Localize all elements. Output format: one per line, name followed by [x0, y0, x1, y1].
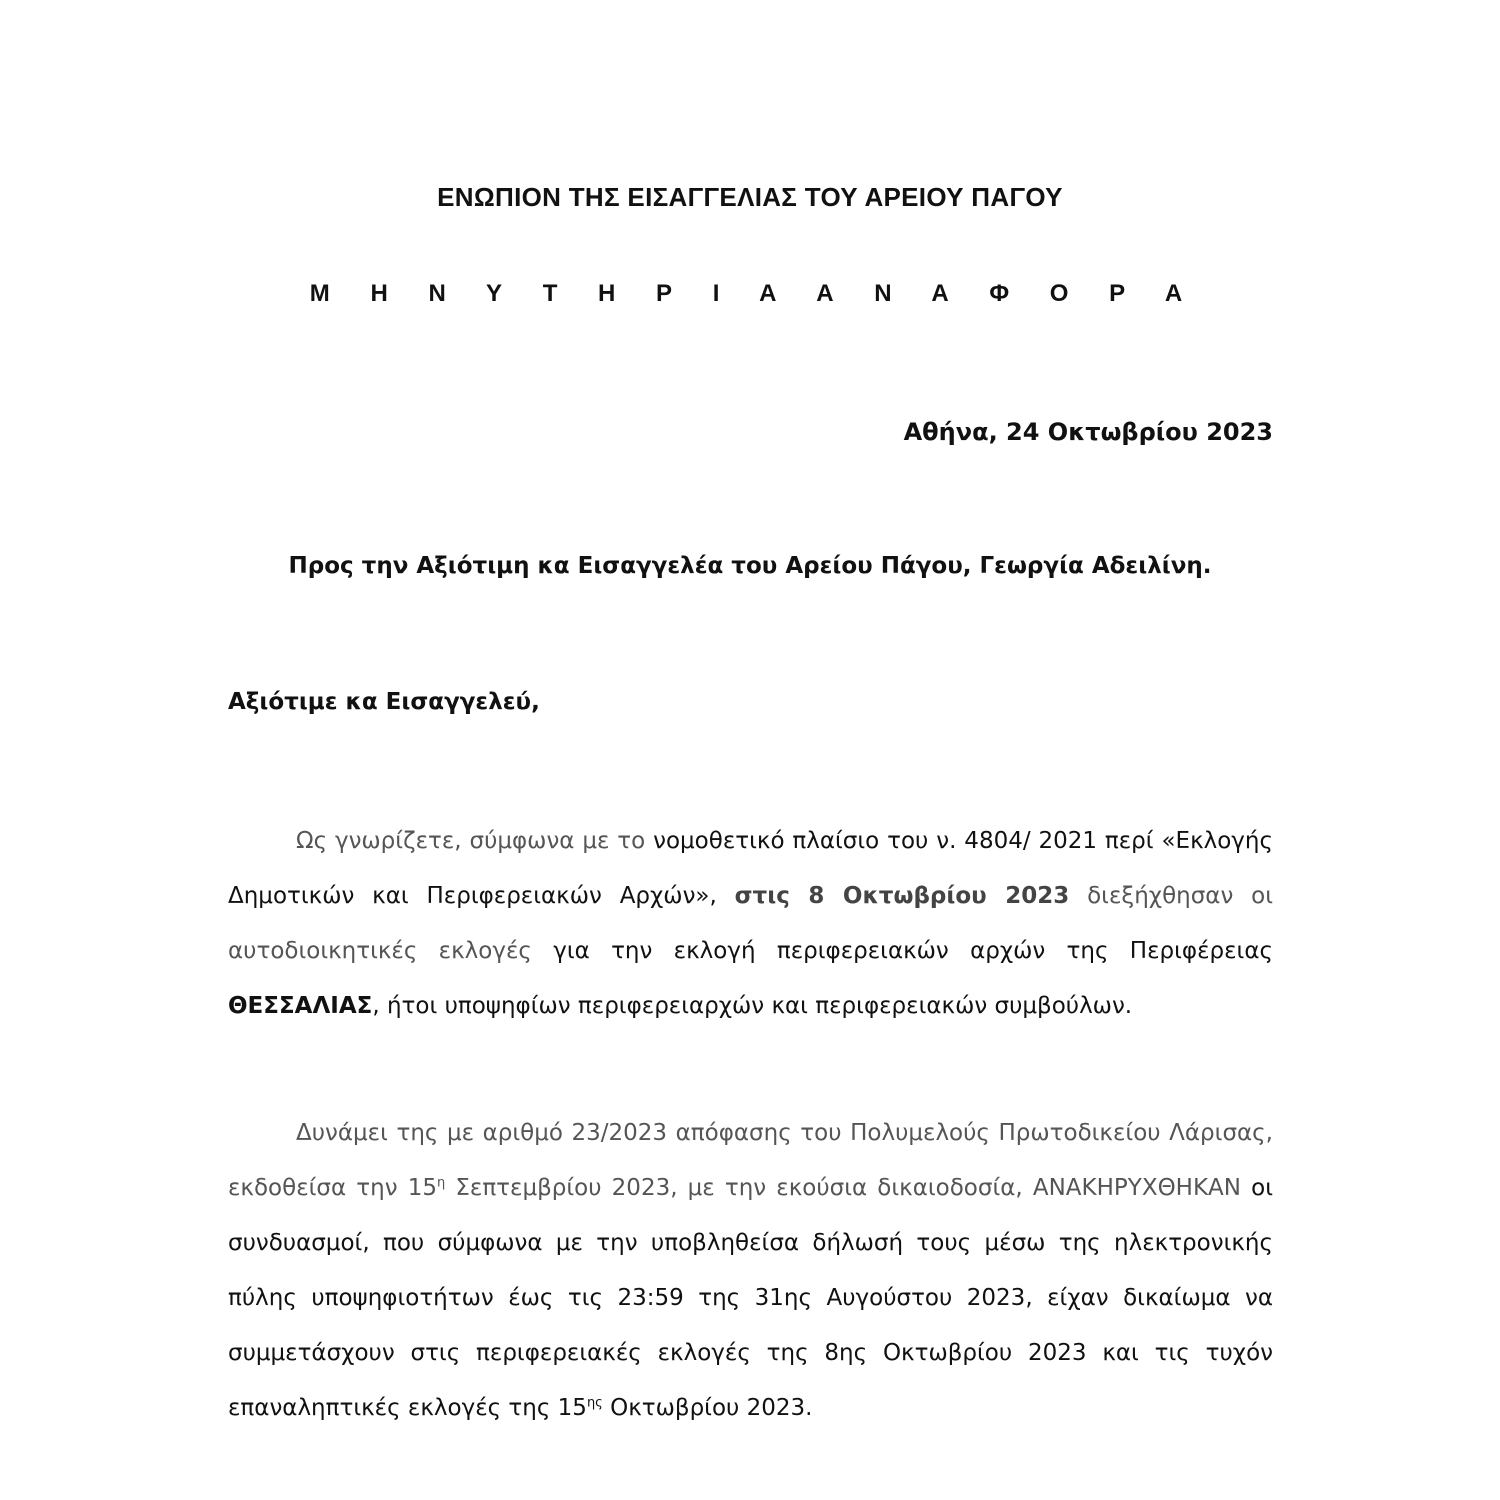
- paragraph-1-segment: Ως γνωρίζετε, σύμφωνα με το: [296, 828, 646, 854]
- paragraph-1-segment: νομοθετικό πλαίσιο του ν. 4804/ 2021 περί «Εκλογής Δημοτικών και Περιφερειακών Αρχών»,: [228, 828, 1273, 909]
- paragraph-1-segment: , ήτοι υποψηφίων περιφερειαρχών και περιφερειακών συμβούλων.: [372, 993, 1133, 1019]
- paragraph-2-segment: Οκτωβρίου 2023.: [602, 1395, 813, 1421]
- paragraph-1: [228, 814, 1273, 1034]
- paragraph-2-segment: Δυνάμει της με αριθμό 23/2023 απόφασης του Πολυμελούς Πρωτοδικείου Λάρισας, εκδοθείσα την 15: [228, 1120, 1273, 1201]
- document-title: Μ Η Ν Υ Τ Η Ρ Ι Α Α Ν Α Φ Ο Ρ Α: [309, 280, 1191, 307]
- court-heading: ΕΝΩΠΙΟΝ ΤΗΣ ΕΙΣΑΓΓΕΛΙΑΣ ΤΟΥ ΑΡΕΙΟΥ ΠΑΓΟΥ: [437, 182, 1063, 212]
- salutation: Αξιότιμε κα Εισαγγελεύ,: [228, 689, 540, 715]
- paragraph-2-segment: οι συνδυασμοί, που σύμφωνα με την υποβληθείσα δήλωσή τους μέσω της ηλεκτρονικής πύλης υποψηφιοτήτων έως τις 23:59 της 31ης Αυγούστου 2023, είχαν δικαίωμα να συμμετάσχουν στις περιφερειακές εκλογές της 8ης Οκτωβρίου 2023 και τις τυχόν επαναληπτικές εκλογές της 15: [228, 1175, 1273, 1421]
- ordinal-suffix: η: [436, 1175, 446, 1191]
- dateline: Αθήνα, 24 Οκτωβρίου 2023: [903, 418, 1273, 446]
- paragraph-1-region-name: ΘΕΣΣΑΛΙΑΣ: [228, 993, 373, 1019]
- addressee-line: Προς την Αξιότιμη κα Εισαγγελέα του Αρείου Πάγου, Γεωργία Αδειλίνη.: [288, 553, 1212, 579]
- ordinal-suffix: ης: [586, 1395, 603, 1411]
- paragraph-1-segment: για την εκλογή περιφερειακών αρχών της Περιφέρειας: [531, 938, 1273, 964]
- paragraph-2: [228, 1106, 1273, 1436]
- paragraph-2-segment: Σεπτεμβρίου 2023, με την εκούσια δικαιοδοσία, ΑΝΑΚΗΡΥΧΘΗΚΑΝ: [445, 1175, 1241, 1201]
- paragraph-1-emphasis: στις 8 Οκτωβρίου 2023: [734, 883, 1070, 909]
- paragraph-1-segment: διεξήχθησαν οι αυτοδιοικητικές εκλογές: [228, 883, 1273, 964]
